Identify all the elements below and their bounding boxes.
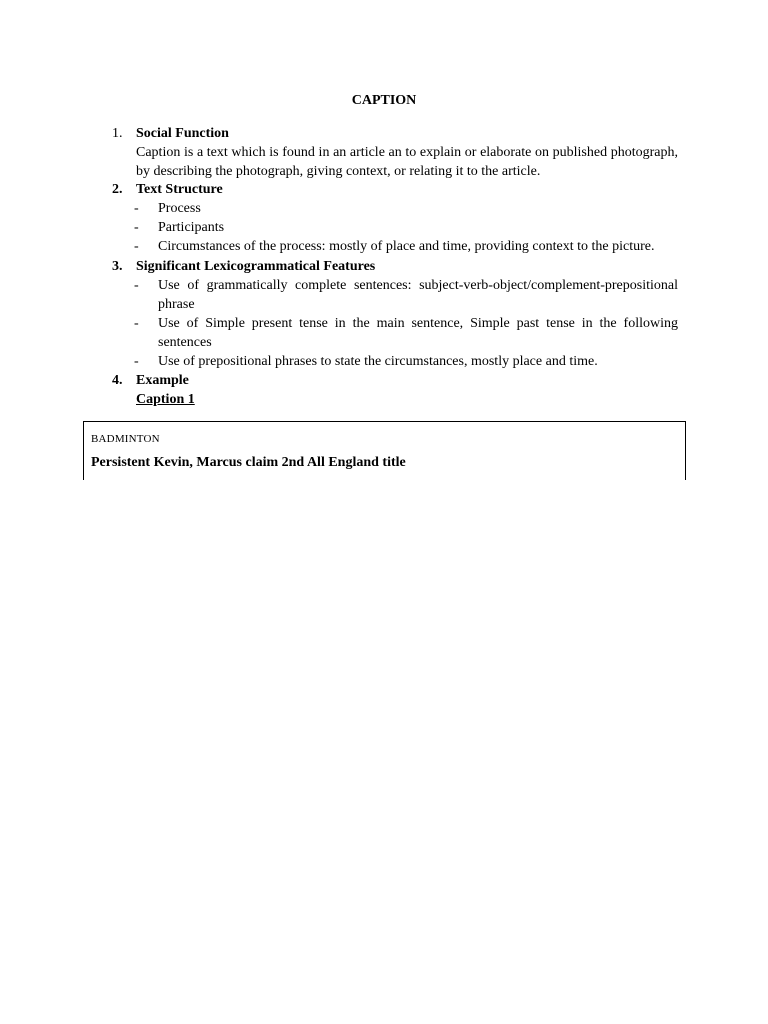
caption-label: Caption 1: [136, 392, 195, 407]
bullet-dash: -: [134, 278, 139, 293]
page-title: CAPTION: [351, 93, 417, 108]
bullet-dash: -: [134, 220, 139, 235]
section-number: 2.: [112, 182, 123, 197]
section-heading: Significant Lexicogrammatical Features: [136, 259, 376, 274]
bullet-dash: -: [134, 316, 139, 331]
section-number: 4.: [112, 373, 123, 388]
list-item-text: Use of grammatically complete sentences: subject-verb-object/complement-prepositional phrase: [158, 278, 678, 312]
section-example: [112, 371, 678, 409]
bullet-dash: -: [134, 239, 139, 254]
section-heading: Social Function: [136, 126, 229, 141]
section-paragraph: Caption is a text which is found in an article an to explain or elaborate on published photograph, by describing the photograph, giving context, or relating it to the article.: [136, 145, 678, 179]
section-number: 3.: [112, 259, 123, 274]
section-lexicogrammatical-features: [112, 257, 678, 371]
example-caption-box: [83, 421, 686, 480]
list-item-text: Use of Simple present tense in the main sentence, Simple past tense in the following sentences: [158, 316, 678, 350]
list-item-text: Use of prepositional phrases to state the circumstances, mostly place and time.: [158, 354, 598, 369]
section-heading: Example: [136, 373, 189, 388]
list-item-text: Participants: [158, 220, 225, 235]
bullet-dash: -: [134, 201, 139, 216]
section-social-function: [112, 124, 678, 181]
section-text-structure: [112, 180, 678, 258]
article-headline: Persistent Kevin, Marcus claim 2nd All England title: [91, 455, 406, 470]
list-item-text: Process: [158, 201, 201, 216]
bullet-dash: -: [134, 354, 139, 369]
article-category: BADMINTON: [91, 433, 160, 445]
section-number: 1.: [112, 126, 123, 141]
section-heading: Text Structure: [136, 182, 223, 197]
list-item-text: Circumstances of the process: mostly of place and time, providing context to the picture.: [158, 239, 655, 254]
